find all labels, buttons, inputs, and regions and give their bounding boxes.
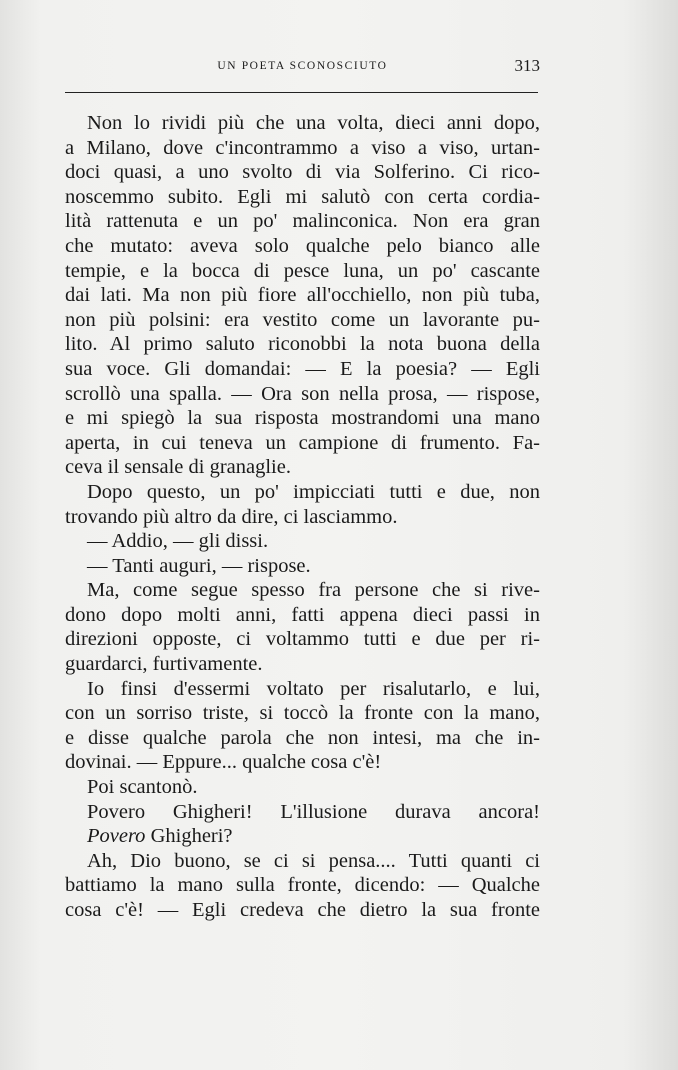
text-line: non più polsini: era vestito come un lavorante pu- <box>65 308 540 331</box>
text-line: dovinai. — Eppure... qualche cosa c'è! <box>65 751 382 774</box>
text-line: e disse qualche parola che non intesi, ma che in- <box>65 726 540 749</box>
text-line: Io finsi d'essermi voltato per risalutarlo, e lui, <box>87 677 540 700</box>
page-number: 313 <box>514 56 540 75</box>
text-line: tempie, e la bocca di pesce luna, un po' cascante <box>65 259 540 282</box>
text-line: trovando più altro da dire, ci lasciammo. <box>65 505 398 528</box>
italic-word: Povero <box>87 825 146 848</box>
text-line: Dopo questo, un po' impicciati tutti e due, non <box>87 480 540 503</box>
text-line: cosa c'è! — Egli credeva che dietro la sua fronte <box>65 899 540 921</box>
text-line: che mutato: aveva solo qualche pelo bianco alle <box>65 234 540 257</box>
text-line: — Addio, — gli dissi. <box>87 530 269 553</box>
running-title: UN POETA SCONOSCIUTO <box>217 60 388 72</box>
text-line: Povero Ghigheri! L'illusione durava ancora! <box>87 800 540 823</box>
text-line: a Milano, dove c'incontrammo a viso a viso, urtan- <box>65 136 540 159</box>
text-rest: Ghigheri? <box>145 825 233 848</box>
text-line: aperta, in cui teneva un campione di frumento. Fa- <box>65 431 540 454</box>
text-line: e mi spiegò la sua risposta mostrandomi una mano <box>65 407 540 430</box>
text-line: Ah, Dio buono, se ci si pensa.... Tutti quanti ci <box>87 849 540 872</box>
text-line: con un sorriso triste, si toccò la fronte con la mano, <box>65 702 540 725</box>
text-line <box>65 824 540 849</box>
text-line: noscemmo subito. Egli mi salutò con certa cordia- <box>65 185 540 208</box>
body-text <box>65 111 540 923</box>
text-line: scrollò una spalla. — Ora son nella prosa, — rispose, <box>65 382 540 405</box>
text-line: ceva il sensale di granaglie. <box>65 456 291 479</box>
text-line: battiamo la mano sulla fronte, dicendo: — Qualche <box>65 874 540 897</box>
text-line: dai lati. Ma non più fiore all'occhiello, non più tuba, <box>65 284 540 307</box>
text-line: guardarci, furtivamente. <box>65 653 263 676</box>
text-line: sua voce. Gli domandai: — E la poesia? — Egli <box>65 357 540 380</box>
header-rule <box>65 92 538 93</box>
text-line: Poi scantonò. <box>87 776 198 799</box>
text-line: dono dopo molti anni, fatti appena dieci passi in <box>65 603 540 626</box>
page-header <box>65 56 540 78</box>
text-line: Ma, come segue spesso fra persone che si rive- <box>87 579 540 602</box>
text-line: doci quasi, a uno svolto di via Solferino. Ci rico- <box>65 161 540 184</box>
text-line: Non lo rividi più che una volta, dieci anni dopo, <box>87 112 540 134</box>
text-line: lito. Al primo saluto riconobbi la nota buona della <box>65 333 540 356</box>
text-line: lità rattenuta e un po' malinconica. Non era gran <box>65 210 540 233</box>
text-line: direzioni opposte, ci voltammo tutti e due per ri- <box>65 628 540 651</box>
text-line: — Tanti auguri, — rispose. <box>87 554 311 577</box>
